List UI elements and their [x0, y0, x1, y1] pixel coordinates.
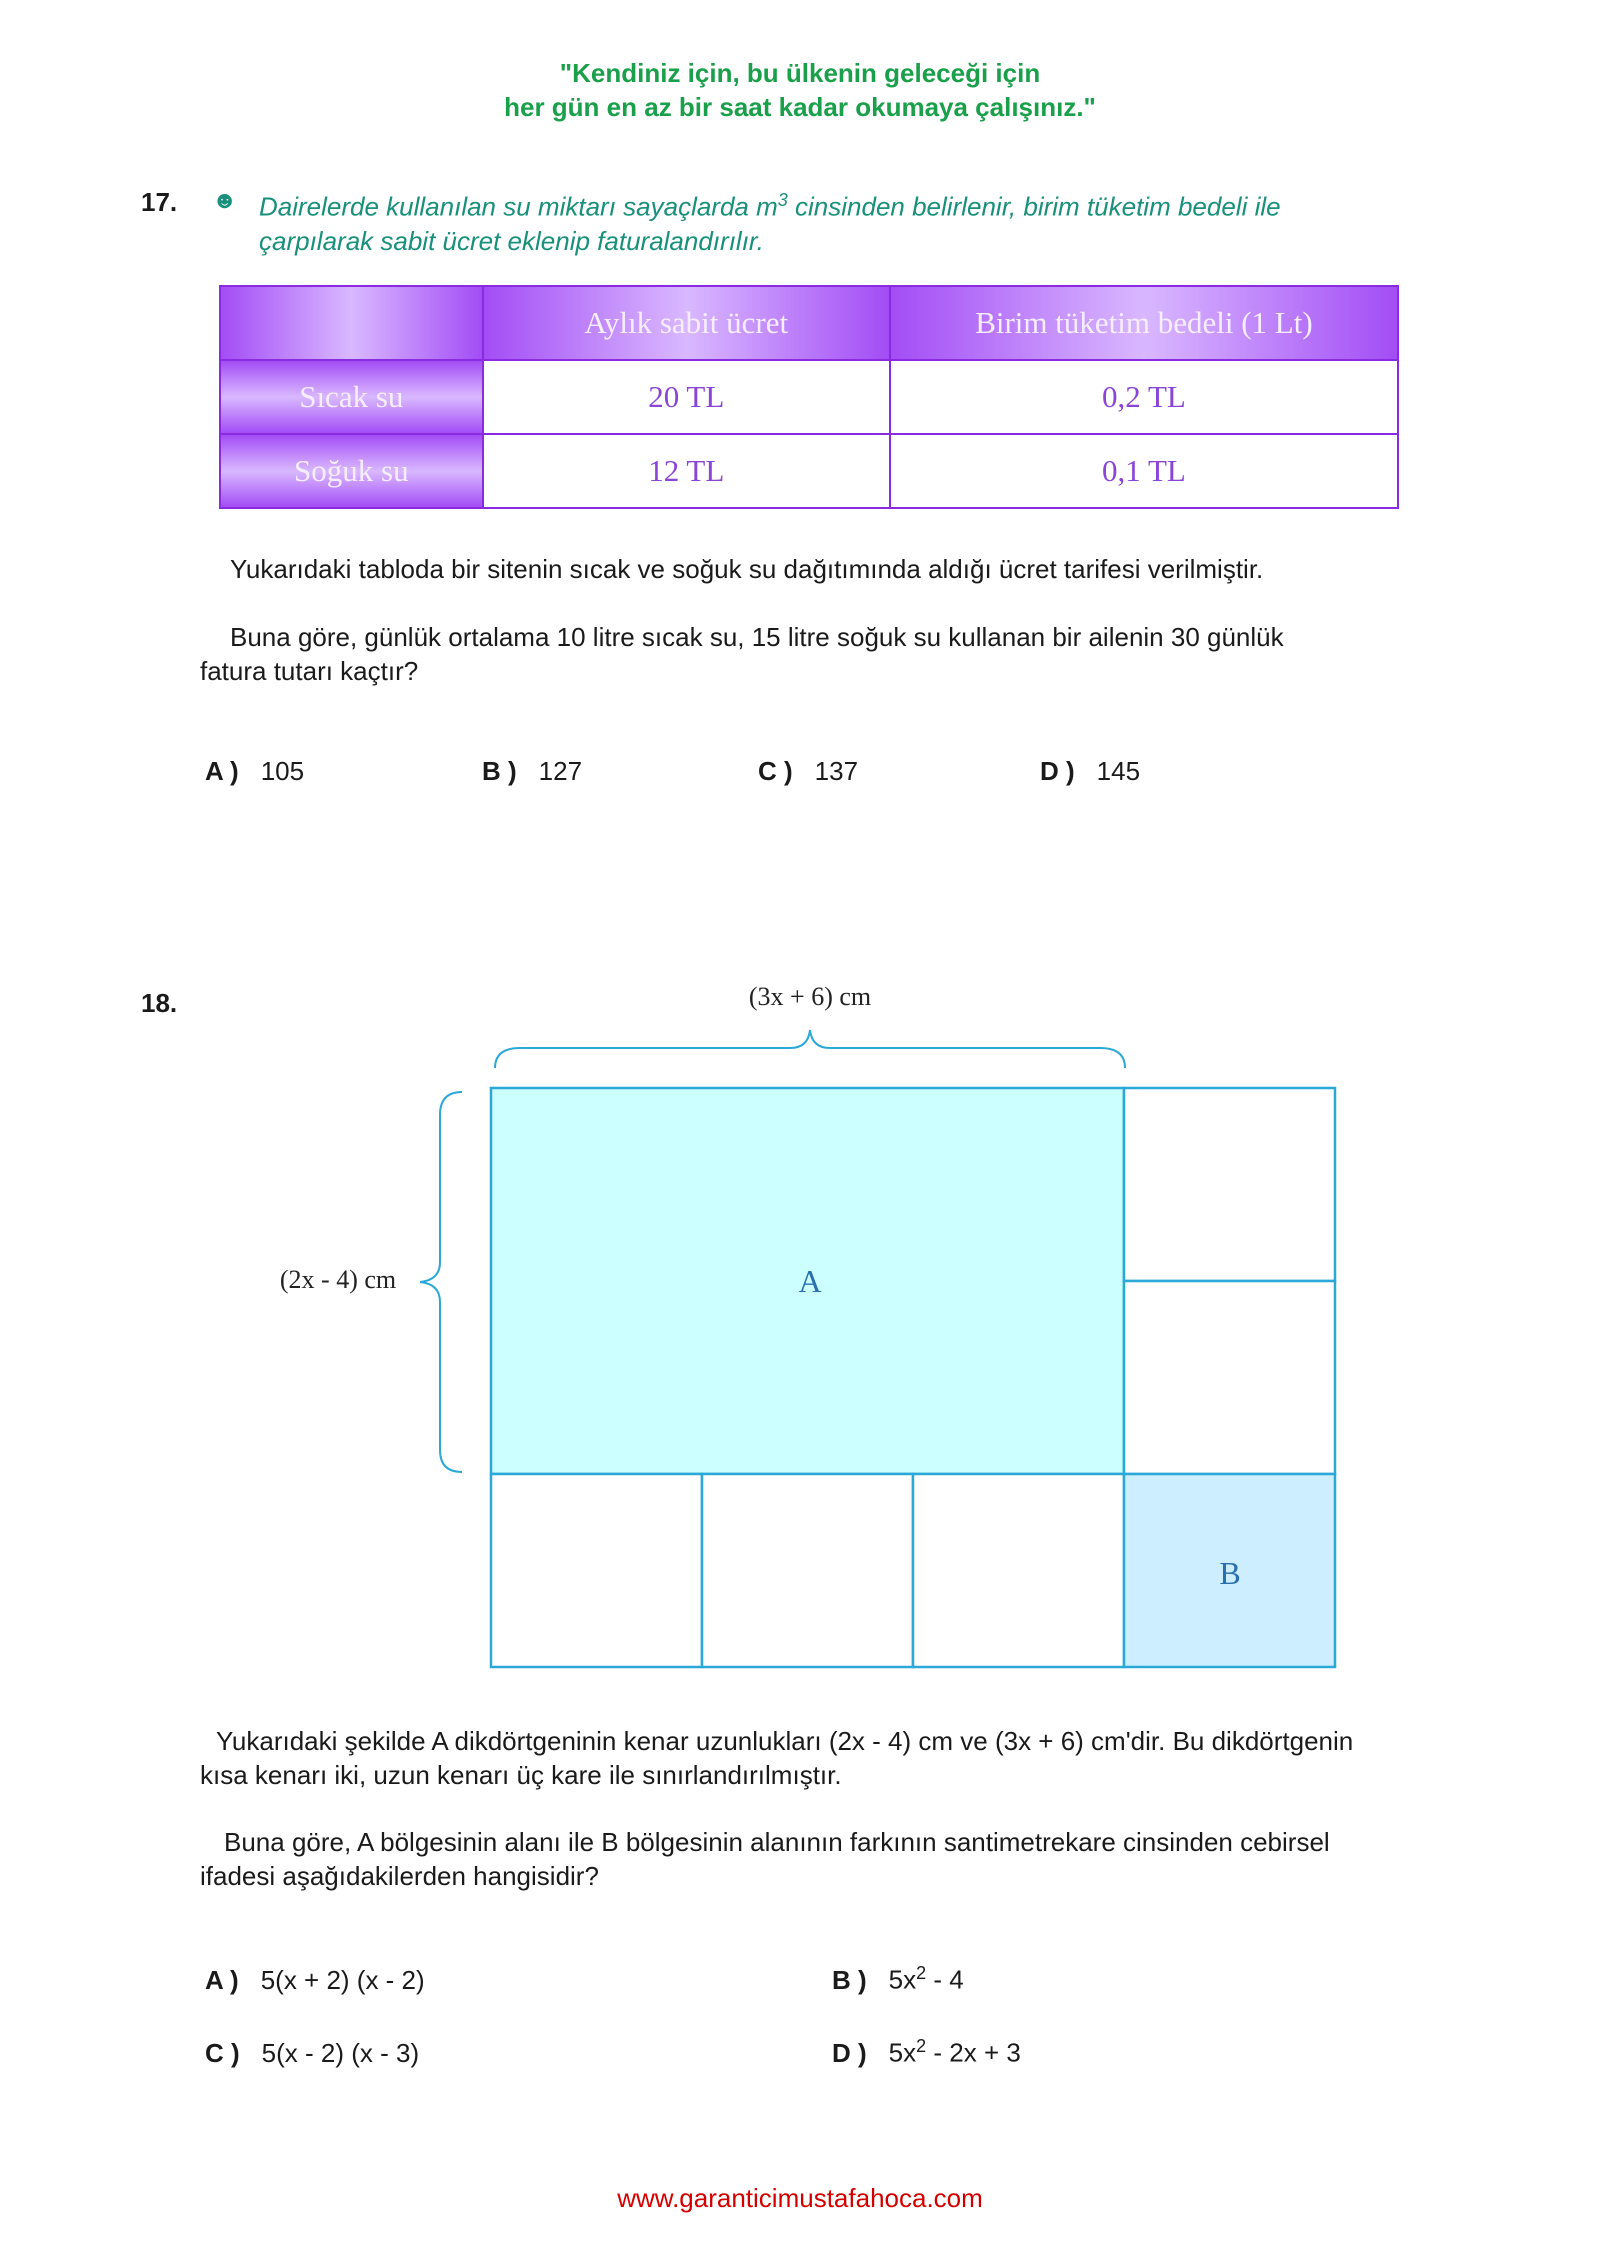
- table-header-fixed: Aylık sabit ücret: [483, 286, 890, 360]
- q18-option-b[interactable]: B ) $5x^2 - 4$: [832, 1963, 964, 1995]
- intro-superscript: 3: [777, 190, 788, 210]
- region-b-label: B: [1219, 1555, 1241, 1591]
- left-dimension-label: (2x - 4) cm: [279, 1265, 397, 1294]
- region-a-label: A: [798, 1263, 822, 1299]
- square-right-middle: [1124, 1281, 1335, 1474]
- intro-text-a: Dairelerde kullanılan su miktarı sayaçlarda m: [259, 191, 778, 222]
- square-right-top: [1124, 1088, 1335, 1281]
- q18-text-1-line-1: Yukarıdaki şekilde A dikdörtgeninin kenar uzunlukları (2x - 4) cm ve (3x + 6) cm'dir. Bu dikdörtgenin: [216, 1726, 1354, 1756]
- motto-line-1: "Kendiniz için, bu ülkenin geleceği için: [559, 58, 1041, 88]
- left-brace: [420, 1092, 462, 1472]
- text-2-line-2: fatura tutarı kaçtır?: [200, 656, 419, 686]
- q18-option-d[interactable]: D ) $5x^2 - 2x + 3$: [832, 2036, 1021, 2068]
- q17-option-d[interactable]: D ) 145: [1040, 756, 1141, 786]
- row-label-hot: Sıcak su: [220, 360, 483, 434]
- q17-option-b[interactable]: B ) 127: [482, 756, 583, 786]
- cell-hot-fixed: 20 TL: [483, 360, 890, 434]
- q18-text-2-line-1: Buna göre, A bölgesinin alanı ile B bölgesinin alanının farkının santimetrekare cinsinden cebirsel: [224, 1827, 1330, 1857]
- q18-option-a[interactable]: A ) 5(x + 2) (x - 2): [205, 1965, 425, 1995]
- cell-cold-unit: 0,1 TL: [890, 434, 1398, 508]
- q17-option-c[interactable]: C ) 137: [758, 756, 859, 786]
- question-18-text-2: [200, 1825, 1450, 1893]
- square-bottom-2: [702, 1474, 913, 1667]
- q18-option-c[interactable]: C ) 5(x - 2) (x - 3): [205, 2038, 420, 2068]
- intro-text-b: cinsinden belirlenir, birim tüketim bedeli ile: [787, 191, 1281, 222]
- top-dimension-label: (3x + 6) cm: [748, 982, 872, 1011]
- footer-url[interactable]: www.garanticimustafahoca.com: [617, 2183, 983, 2213]
- question-18-text-1: [200, 1724, 1450, 1792]
- q17-option-a[interactable]: A ) 105: [205, 756, 305, 786]
- intro-text-line-2: çarpılarak sabit ücret eklenip faturalandırılır.: [259, 225, 764, 256]
- question-17-text-1: Yukarıdaki tabloda bir sitenin sıcak ve soğuk su dağıtımında aldığı ücret tarifesi verilmiştir.: [230, 554, 1264, 584]
- question-17-number: 17.: [141, 187, 178, 217]
- text-2-line-1: Buna göre, günlük ortalama 10 litre sıcak su, 15 litre soğuk su kullanan bir ailenin 30 günlük: [230, 622, 1284, 652]
- cell-cold-fixed: 12 TL: [483, 434, 890, 508]
- table-header-unit: Birim tüketim bedeli (1 Lt): [890, 286, 1398, 360]
- square-bottom-3: [913, 1474, 1124, 1667]
- motto-line-2: her gün en az bir saat kadar okumaya çalışınız.": [504, 92, 1096, 122]
- row-label-cold: Soğuk su: [220, 434, 483, 508]
- cell-hot-unit: 0,2 TL: [890, 360, 1398, 434]
- question-18-number: 18.: [141, 988, 178, 1018]
- q18-text-2-line-2: ifadesi aşağıdakilerden hangisidir?: [200, 1861, 599, 1891]
- smiley-icon: ☻: [212, 187, 238, 214]
- top-brace: [495, 1030, 1125, 1068]
- q18-text-1-line-2: kısa kenarı iki, uzun kenarı üç kare ile sınırlandırılmıştır.: [200, 1760, 842, 1790]
- square-bottom-1: [491, 1474, 702, 1667]
